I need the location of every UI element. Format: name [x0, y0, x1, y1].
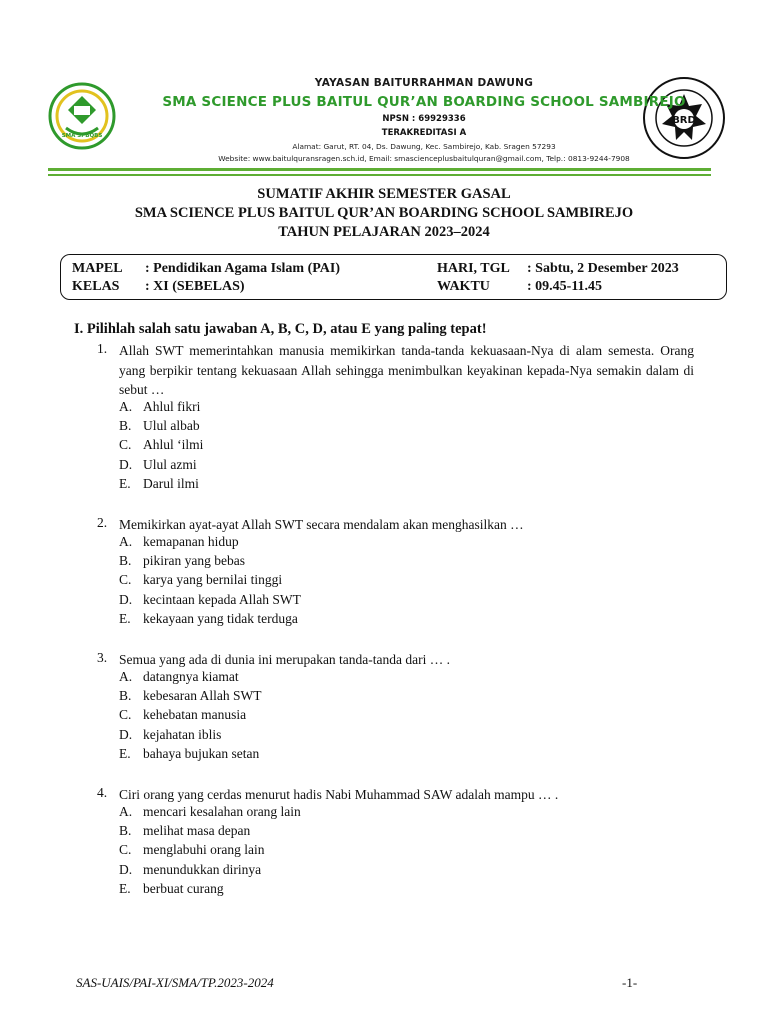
option-letter: C. [119, 437, 132, 452]
option-letter: A. [119, 534, 133, 549]
kelas-value: : XI (SEBELAS) [145, 279, 245, 294]
letterhead-divider-thin [48, 174, 711, 176]
option-text: kehebatan manusia [143, 707, 247, 722]
hari-value: : Sabtu, 2 Desember 2023 [527, 261, 679, 276]
option-letter: E. [119, 611, 131, 626]
option-text: kebesaran Allah SWT [143, 688, 262, 703]
accreditation: TERAKREDITASI A [381, 128, 467, 138]
option-letter: C. [119, 572, 132, 587]
mapel-value: : Pendidikan Agama Islam (PAI) [145, 261, 340, 276]
exam-title: SUMATIF AKHIR SEMESTER GASAL [257, 186, 511, 202]
option-text: Ulul albab [143, 418, 200, 433]
option-letter: D. [119, 592, 133, 607]
foundation-logo-text: BRD [672, 115, 696, 126]
letterhead-divider-thick [48, 168, 711, 171]
option-letter: B. [119, 553, 132, 568]
school-logo-text: SMA SPBQBS [61, 133, 103, 139]
option-text: menundukkan dirinya [143, 862, 262, 877]
question-text: Allah SWT memerintahkan manusia memikirkan tanda-tanda kekuasaan-Nya di alam semesta. Orang yang berpikir tentang kekuasaan Allah sehingga menimbulkan keyakinan kepada-Nya semakin dalam di sebut … [119, 343, 694, 397]
option-text: kecintaan kepada Allah SWT [143, 592, 301, 607]
option-text: Ahlul fikri [143, 399, 201, 414]
option-letter: B. [119, 688, 132, 703]
option-text: Ulul azmi [143, 457, 197, 472]
option-text: berbuat curang [143, 881, 224, 896]
option-letter: D. [119, 457, 133, 472]
exam-year: TAHUN PELAJARAN 2023–2024 [278, 224, 490, 240]
question-text: Memikirkan ayat-ayat Allah SWT secara mendalam akan menghasilkan … [119, 517, 524, 532]
npsn: NPSN : 69929336 [382, 114, 466, 124]
option-text: mencari kesalahan orang lain [143, 804, 301, 819]
question-number: 1. [97, 341, 108, 356]
option-letter: C. [119, 707, 132, 722]
option-letter: E. [119, 476, 131, 491]
hari-label: HARI, TGL [437, 261, 510, 276]
question-number: 2. [97, 515, 108, 530]
option-text: kemapanan hidup [143, 534, 239, 549]
section-heading: I. Pilihlah salah satu jawaban A, B, C, D, atau E yang paling tepat! [74, 321, 487, 337]
option-text: menglabuhi orang lain [143, 842, 265, 857]
option-text: pikiran yang bebas [143, 553, 245, 568]
option-text: Ahlul ‘ilmi [143, 437, 204, 452]
question-text: Semua yang ada di dunia ini merupakan tanda-tanda dari … . [119, 652, 451, 667]
school-address: Alamat: Garut, RT. 04, Ds. Dawung, Kec. Sambirejo, Kab. Sragen 57293 [292, 142, 556, 151]
foundation-name: YAYASAN BAITURRAHMAN DAWUNG [314, 77, 534, 89]
option-text: melihat masa depan [143, 823, 251, 838]
waktu-label: WAKTU [437, 279, 490, 294]
waktu-value: : 09.45-11.45 [527, 279, 603, 294]
option-text: kejahatan iblis [143, 727, 222, 742]
option-letter: A. [119, 804, 133, 819]
option-text: kekayaan yang tidak terduga [143, 611, 298, 626]
question-number: 4. [97, 785, 108, 800]
option-letter: A. [119, 399, 133, 414]
option-text: datangnya kiamat [143, 669, 239, 684]
page-number: -1- [622, 975, 638, 990]
mapel-label: MAPEL [72, 261, 123, 276]
option-text: karya yang bernilai tinggi [143, 572, 283, 587]
document-code: SAS-UAIS/PAI-XI/SMA/TP.2023-2024 [76, 975, 274, 990]
option-letter: B. [119, 823, 132, 838]
option-text: Darul ilmi [143, 476, 199, 491]
option-letter: C. [119, 842, 132, 857]
exam-school: SMA SCIENCE PLUS BAITUL QUR’AN BOARDING SCHOOL SAMBIREJO [134, 205, 634, 221]
option-letter: D. [119, 727, 133, 742]
question-text: Ciri orang yang cerdas menurut hadis Nabi Muhammad SAW adalah mampu … . [119, 787, 559, 802]
option-letter: A. [119, 669, 133, 684]
school-contact: Website: www.baitulquransragen.sch.id, Email: smascienceplusbaitulquran@gmail.com, Telp.: 0813-9244-7908 [218, 154, 630, 163]
option-letter: E. [119, 881, 131, 896]
school-name: SMA SCIENCE PLUS BAITUL QUR’AN BOARDING SCHOOL SAMBIREJO [162, 94, 686, 110]
option-letter: D. [119, 862, 133, 877]
option-letter: B. [119, 418, 132, 433]
option-text: bahaya bujukan setan [143, 746, 260, 761]
question-number: 3. [97, 650, 108, 665]
option-letter: E. [119, 746, 131, 761]
kelas-label: KELAS [72, 279, 120, 294]
